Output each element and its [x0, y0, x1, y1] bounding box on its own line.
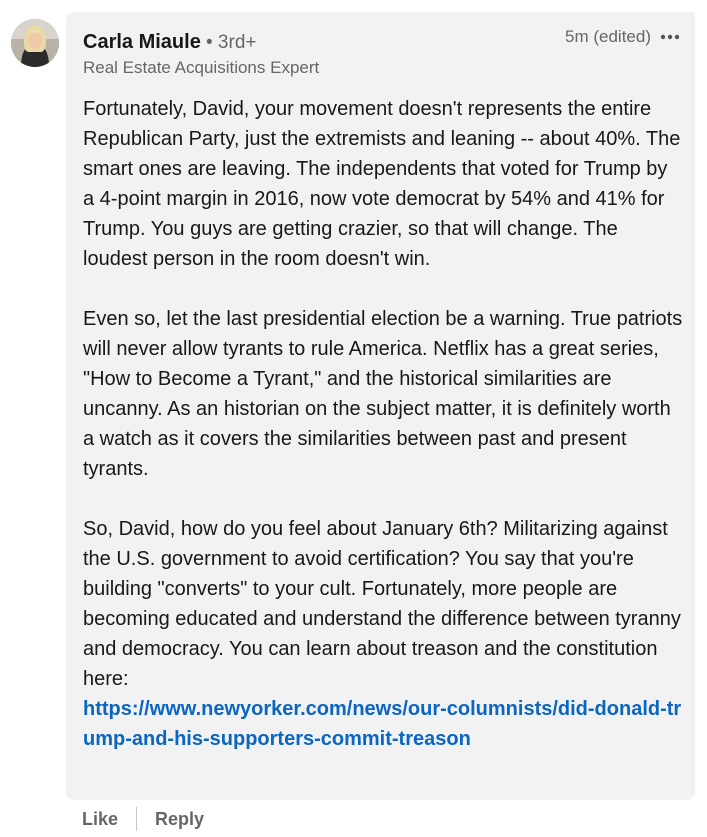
more-options-icon: [660, 34, 680, 40]
actions-divider: [136, 807, 137, 831]
more-options-button[interactable]: [658, 26, 682, 48]
comment-timestamp: 5m (edited): [565, 27, 651, 46]
like-button[interactable]: Like: [82, 808, 119, 829]
comment-paragraph: [83, 514, 683, 754]
connection-degree: • 3rd+: [206, 32, 257, 53]
comment-paragraph: Fortunately, David, your movement doesn't represents the entire Republican Party, just the extremists and leaning -- about 40%. The smart ones are leaving. The independents that voted for Trump by a 4-point margin in 2016, now vote democrat by 54% and 41% for Trump. You guys are getting crazier, so that will change. The loudest person in the room doesn't win.: [83, 98, 681, 270]
author-headline: Real Estate Acquisitions Expert: [83, 58, 320, 77]
author-name[interactable]: Carla Miaule: [83, 31, 201, 53]
reply-button[interactable]: Reply: [155, 808, 205, 829]
comment-actions: [82, 806, 204, 832]
comment-text: [83, 94, 683, 754]
profile-photo: [11, 19, 59, 67]
comment-link[interactable]: https://www.newyorker.com/news/our-columnists/did-donald-trump-and-his-supporters-commit-treason: [83, 698, 682, 750]
comment-bubble: [66, 12, 695, 800]
comment-paragraph-text: So, David, how do you feel about January 6th? Militarizing against the U.S. government to avoid certification? You say that you're building "converts" to your cult. Fortunately, more people are becoming educated and understand the difference between tyranny and democracy. You can learn about treason and the constitution here:: [83, 518, 681, 690]
avatar[interactable]: [11, 19, 59, 67]
comment-paragraph: Even so, let the last presidential election be a warning. True patriots will never allow tyrants to rule America. Netflix has a great series, "How to Become a Tyrant," and the historical similarities are uncanny. As an historian on the subject matter, it is definitely worth a watch as it covers the similarities between past and present tyrants.: [83, 308, 683, 480]
